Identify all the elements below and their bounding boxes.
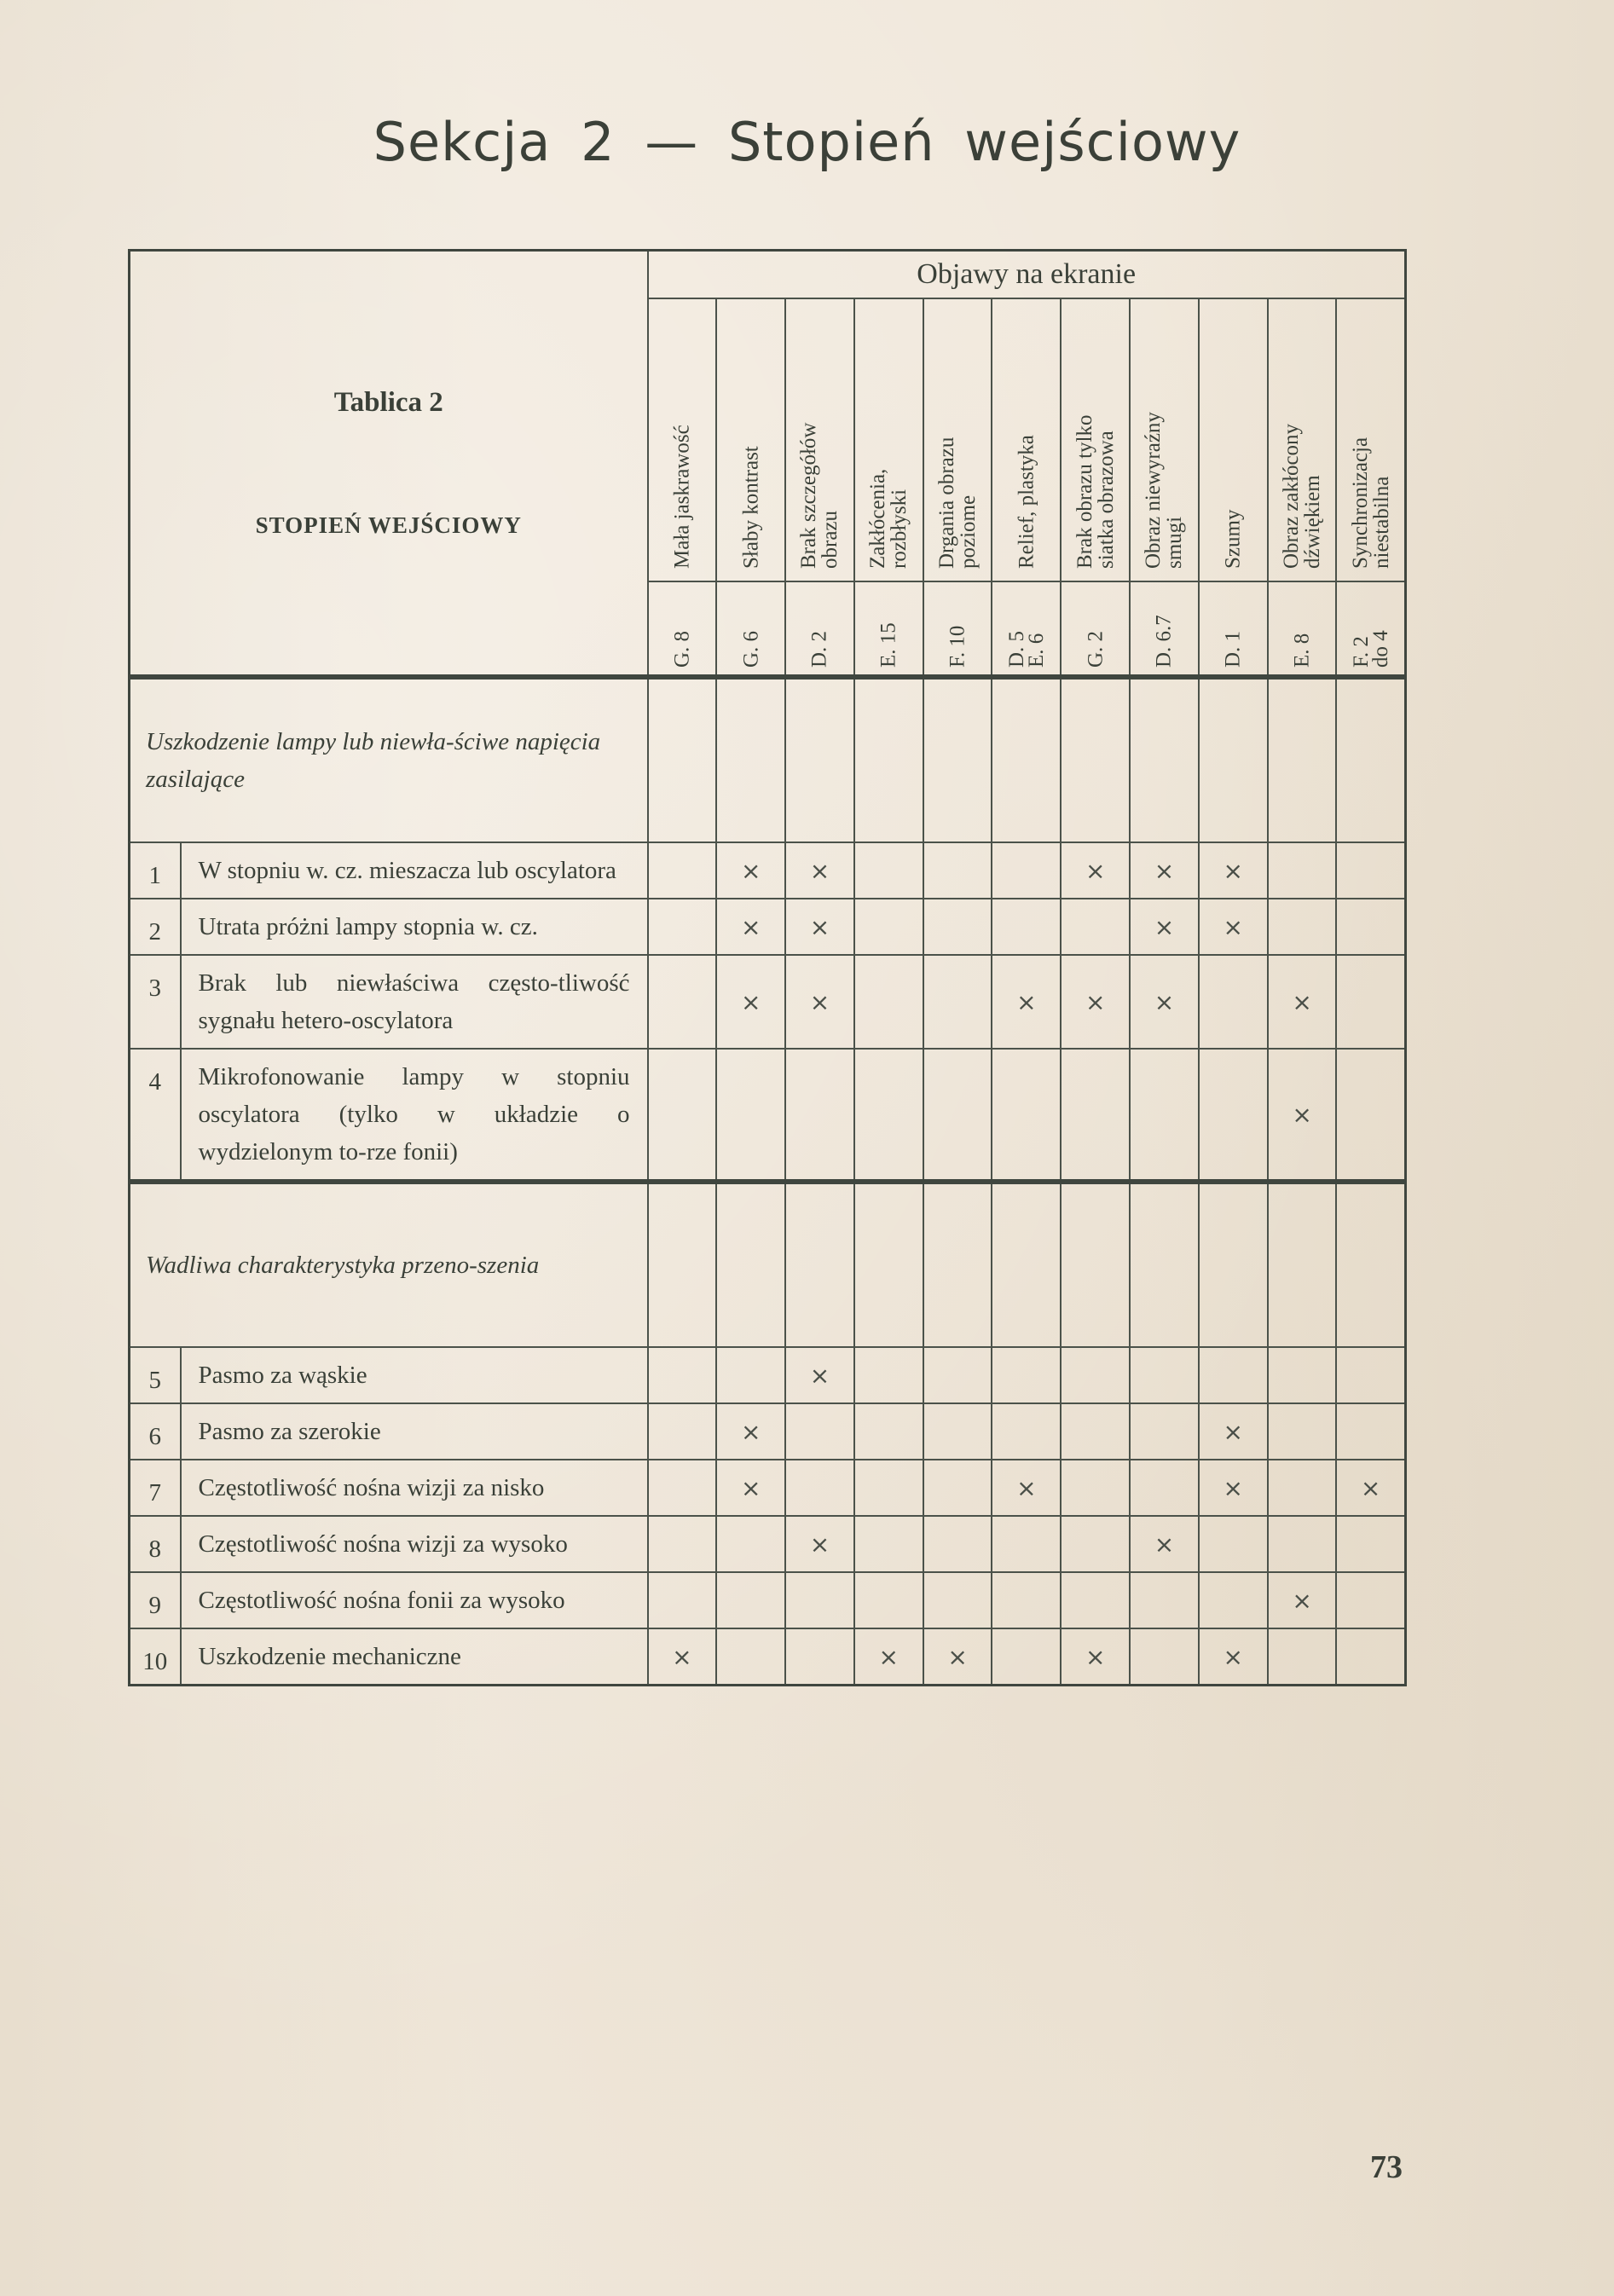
symptom-mark: × <box>1199 842 1268 899</box>
empty-cell <box>1130 1049 1199 1181</box>
empty-cell <box>992 899 1061 955</box>
reference-column-header <box>785 581 854 676</box>
empty-cell <box>854 1049 923 1181</box>
symptom-column-header <box>923 298 992 581</box>
empty-cell <box>1336 1516 1405 1572</box>
empty-cell <box>1199 1347 1268 1403</box>
fault-description: Pasmo za szerokie <box>181 1403 648 1460</box>
symptom-column-header <box>992 298 1061 581</box>
reference-code: D. 5 E. 6 <box>1004 630 1048 668</box>
empty-cell <box>648 1460 717 1516</box>
reference-column-header <box>1336 581 1405 676</box>
reference-column-header <box>1268 581 1337 676</box>
empty-cell <box>1336 1347 1405 1403</box>
empty-cell <box>1061 1403 1130 1460</box>
empty-cell <box>1130 1628 1199 1686</box>
symptom-mark: × <box>1130 899 1199 955</box>
reference-column-header <box>854 581 923 676</box>
table-label: Tablica 2 <box>333 387 443 418</box>
empty-cell <box>1336 1403 1405 1460</box>
symptom-column-header <box>1061 298 1130 581</box>
table-subtitle: STOPIEŃ WEJŚCIOWY <box>255 512 522 538</box>
empty-cell <box>1061 1516 1130 1572</box>
symptom-mark: × <box>1130 842 1199 899</box>
symptom-mark: × <box>1268 1572 1337 1628</box>
empty-cell <box>648 1403 717 1460</box>
reference-column-header <box>923 581 992 676</box>
empty-cell <box>992 1572 1061 1628</box>
symptom-label: Słaby kontrast <box>739 446 763 569</box>
symptom-label: Obraz niewyraźny smugi <box>1142 412 1187 569</box>
empty-cell <box>1268 1460 1337 1516</box>
symptom-mark: × <box>923 1628 992 1686</box>
empty-cell <box>854 1460 923 1516</box>
empty-cell <box>923 1516 992 1572</box>
symptom-label: Brak szczegółów obrazu <box>797 422 842 569</box>
reference-column-header <box>992 581 1061 676</box>
symptom-mark: × <box>785 1516 854 1572</box>
empty-cell <box>992 842 1061 899</box>
row-number: 5 <box>130 1347 181 1403</box>
empty-cell <box>1130 1572 1199 1628</box>
empty-cell <box>1199 1516 1268 1572</box>
empty-cell <box>785 1628 854 1686</box>
reference-code: D. 6.7 <box>1152 615 1176 668</box>
empty-cell <box>1130 679 1199 843</box>
row-number: 8 <box>130 1516 181 1572</box>
empty-cell <box>648 842 717 899</box>
symptom-mark: × <box>1130 955 1199 1049</box>
row-number: 3 <box>130 955 181 1049</box>
reference-column-header <box>1199 581 1268 676</box>
empty-cell <box>1061 1572 1130 1628</box>
table-row <box>130 1572 1406 1628</box>
table-row <box>130 899 1406 955</box>
empty-cell <box>716 1049 785 1181</box>
fault-description: Uszkodzenie mechaniczne <box>181 1628 648 1686</box>
reference-code: D. 1 <box>1221 630 1245 668</box>
empty-cell <box>992 679 1061 843</box>
empty-cell <box>854 1183 923 1348</box>
reference-code: E. 15 <box>876 622 900 668</box>
empty-cell <box>1199 1183 1268 1348</box>
section-title: Wadliwa charakterystyka przeno-szenia <box>130 1183 648 1348</box>
symptom-label: Drgania obrazu poziome <box>935 437 981 569</box>
fault-description: W stopniu w. cz. mieszacza lub oscylatora <box>181 842 648 899</box>
empty-cell <box>1268 842 1337 899</box>
table-row <box>130 1628 1406 1686</box>
symptom-mark: × <box>648 1628 717 1686</box>
empty-cell <box>648 1572 717 1628</box>
symptom-label: Zakłócenia, rozbłyski <box>866 468 911 569</box>
empty-cell <box>1199 955 1268 1049</box>
empty-cell <box>1336 842 1405 899</box>
empty-cell <box>1268 1516 1337 1572</box>
table-row <box>130 1347 1406 1403</box>
table-row <box>130 1516 1406 1572</box>
section-header-row <box>130 679 1406 843</box>
empty-cell <box>923 842 992 899</box>
header-row-symptoms-title <box>130 251 1406 299</box>
symptom-mark: × <box>1061 1628 1130 1686</box>
empty-cell <box>1268 679 1337 843</box>
empty-cell <box>1199 1572 1268 1628</box>
symptom-mark: × <box>716 899 785 955</box>
empty-cell <box>854 1347 923 1403</box>
symptom-label: Brak obrazu tylko siatka obrazowa <box>1073 414 1118 569</box>
empty-cell <box>716 1572 785 1628</box>
symptom-mark: × <box>785 1347 854 1403</box>
empty-cell <box>1061 679 1130 843</box>
symptom-column-header <box>1268 298 1337 581</box>
empty-cell <box>1336 679 1405 843</box>
empty-cell <box>1268 1403 1337 1460</box>
empty-cell <box>1061 1183 1130 1348</box>
empty-cell <box>1061 1347 1130 1403</box>
empty-cell <box>648 679 717 843</box>
fault-description: Mikrofonowanie lampy w stopniu oscylatora (tylko w układzie o wydzielonym to-rze fonii) <box>181 1049 648 1181</box>
symptom-label: Synchronizacja niestabilna <box>1348 437 1393 569</box>
empty-cell <box>1130 1183 1199 1348</box>
table-body <box>130 676 1406 1686</box>
table-caption <box>130 251 648 676</box>
row-number: 10 <box>130 1628 181 1686</box>
empty-cell <box>1268 1347 1337 1403</box>
reference-code: D. 2 <box>807 630 831 668</box>
empty-cell <box>992 1628 1061 1686</box>
section-header-row <box>130 1183 1406 1348</box>
symptom-mark: × <box>716 955 785 1049</box>
symptom-column-header <box>1336 298 1405 581</box>
empty-cell <box>785 1403 854 1460</box>
empty-cell <box>716 1347 785 1403</box>
symptom-mark: × <box>1061 955 1130 1049</box>
empty-cell <box>785 1183 854 1348</box>
reference-code: G. 2 <box>1084 630 1108 668</box>
empty-cell <box>785 1460 854 1516</box>
empty-cell <box>785 1049 854 1181</box>
reference-code: G. 6 <box>739 630 763 668</box>
empty-cell <box>1130 1460 1199 1516</box>
empty-cell <box>923 1183 992 1348</box>
empty-cell <box>923 1347 992 1403</box>
table-row <box>130 955 1406 1049</box>
symptom-column-header <box>648 298 717 581</box>
diagnostic-table <box>128 249 1407 1686</box>
symptom-mark: × <box>1268 1049 1337 1181</box>
symptom-mark: × <box>1199 1628 1268 1686</box>
empty-cell <box>854 842 923 899</box>
row-number: 7 <box>130 1460 181 1516</box>
section-title: Uszkodzenie lampy lub niewła-ściwe napięcia zasilające <box>130 679 648 843</box>
empty-cell <box>1268 1183 1337 1348</box>
empty-cell <box>716 679 785 843</box>
symptom-mark: × <box>1199 899 1268 955</box>
fault-description: Brak lub niewłaściwa często-tliwość sygnału hetero-oscylatora <box>181 955 648 1049</box>
empty-cell <box>1336 955 1405 1049</box>
row-number: 1 <box>130 842 181 899</box>
empty-cell <box>923 899 992 955</box>
reference-code: G. 8 <box>670 630 694 668</box>
symptom-column-header <box>1199 298 1268 581</box>
empty-cell <box>648 1516 717 1572</box>
empty-cell <box>648 1183 717 1348</box>
symptom-mark: × <box>854 1628 923 1686</box>
empty-cell <box>854 1516 923 1572</box>
symptom-mark: × <box>785 842 854 899</box>
reference-code: F. 10 <box>946 625 969 668</box>
reference-code: E. 8 <box>1290 633 1314 668</box>
symptom-mark: × <box>716 842 785 899</box>
row-number: 9 <box>130 1572 181 1628</box>
symptom-mark: × <box>1130 1516 1199 1572</box>
empty-cell <box>648 899 717 955</box>
empty-cell <box>1130 1347 1199 1403</box>
empty-cell <box>1061 1460 1130 1516</box>
empty-cell <box>992 1516 1061 1572</box>
empty-cell <box>1061 1049 1130 1181</box>
fault-description: Pasmo za wąskie <box>181 1347 648 1403</box>
empty-cell <box>785 679 854 843</box>
empty-cell <box>992 1183 1061 1348</box>
symptom-mark: × <box>1199 1460 1268 1516</box>
symptom-mark: × <box>785 899 854 955</box>
empty-cell <box>854 1572 923 1628</box>
empty-cell <box>785 1572 854 1628</box>
empty-cell <box>923 1049 992 1181</box>
symptom-mark: × <box>1061 842 1130 899</box>
symptom-label: Relief, plastyka <box>1015 435 1038 569</box>
symptom-mark: × <box>716 1403 785 1460</box>
empty-cell <box>992 1347 1061 1403</box>
empty-cell <box>923 1403 992 1460</box>
symptom-column-header <box>716 298 785 581</box>
empty-cell <box>854 899 923 955</box>
fault-description: Częstotliwość nośna wizji za nisko <box>181 1460 648 1516</box>
empty-cell <box>1336 899 1405 955</box>
fault-description: Częstotliwość nośna fonii za wysoko <box>181 1572 648 1628</box>
empty-cell <box>854 1403 923 1460</box>
empty-cell <box>992 1403 1061 1460</box>
fault-description: Utrata próżni lampy stopnia w. cz. <box>181 899 648 955</box>
symptom-mark: × <box>785 955 854 1049</box>
empty-cell <box>1336 1628 1405 1686</box>
empty-cell <box>1268 899 1337 955</box>
symptom-mark: × <box>992 955 1061 1049</box>
page-number: 73 <box>1370 2149 1403 2185</box>
empty-cell <box>716 1628 785 1686</box>
empty-cell <box>648 955 717 1049</box>
table-row <box>130 842 1406 899</box>
empty-cell <box>716 1183 785 1348</box>
symptom-label: Mała jaskrawość <box>670 425 694 569</box>
empty-cell <box>1336 1572 1405 1628</box>
empty-cell <box>1130 1403 1199 1460</box>
table-row <box>130 1460 1406 1516</box>
reference-code: F. 2 do 4 <box>1349 630 1392 668</box>
symptom-mark: × <box>716 1460 785 1516</box>
symptom-mark: × <box>1268 955 1337 1049</box>
empty-cell <box>923 1460 992 1516</box>
symptom-label: Obraz zakłócony dźwiękiem <box>1280 423 1325 569</box>
table-row <box>130 1403 1406 1460</box>
reference-column-header <box>716 581 785 676</box>
empty-cell <box>923 679 992 843</box>
symptom-mark: × <box>1199 1403 1268 1460</box>
reference-column-header <box>1061 581 1130 676</box>
empty-cell <box>923 1572 992 1628</box>
empty-cell <box>1268 1628 1337 1686</box>
symptom-mark: × <box>992 1460 1061 1516</box>
empty-cell <box>1336 1183 1405 1348</box>
symptom-mark: × <box>1336 1460 1405 1516</box>
symptom-column-header <box>1130 298 1199 581</box>
empty-cell <box>1199 1049 1268 1181</box>
symptom-label: Szumy <box>1221 509 1245 569</box>
row-number: 4 <box>130 1049 181 1181</box>
empty-cell <box>992 1049 1061 1181</box>
diagnostic-table-container <box>128 249 1404 1686</box>
empty-cell <box>923 955 992 1049</box>
empty-cell <box>1061 899 1130 955</box>
fault-description: Częstotliwość nośna wizji za wysoko <box>181 1516 648 1572</box>
empty-cell <box>716 1516 785 1572</box>
table-row <box>130 1049 1406 1181</box>
empty-cell <box>854 679 923 843</box>
symptom-column-header <box>785 298 854 581</box>
symptom-column-header <box>854 298 923 581</box>
empty-cell <box>854 955 923 1049</box>
symptoms-header: Objawy na ekranie <box>648 251 1406 299</box>
reference-column-header <box>648 581 717 676</box>
row-number: 6 <box>130 1403 181 1460</box>
empty-cell <box>1336 1049 1405 1181</box>
empty-cell <box>648 1049 717 1181</box>
reference-column-header <box>1130 581 1199 676</box>
empty-cell <box>1199 679 1268 843</box>
page-title: Sekcja 2 — Stopień wejściowy <box>373 111 1241 173</box>
empty-cell <box>648 1347 717 1403</box>
row-number: 2 <box>130 899 181 955</box>
